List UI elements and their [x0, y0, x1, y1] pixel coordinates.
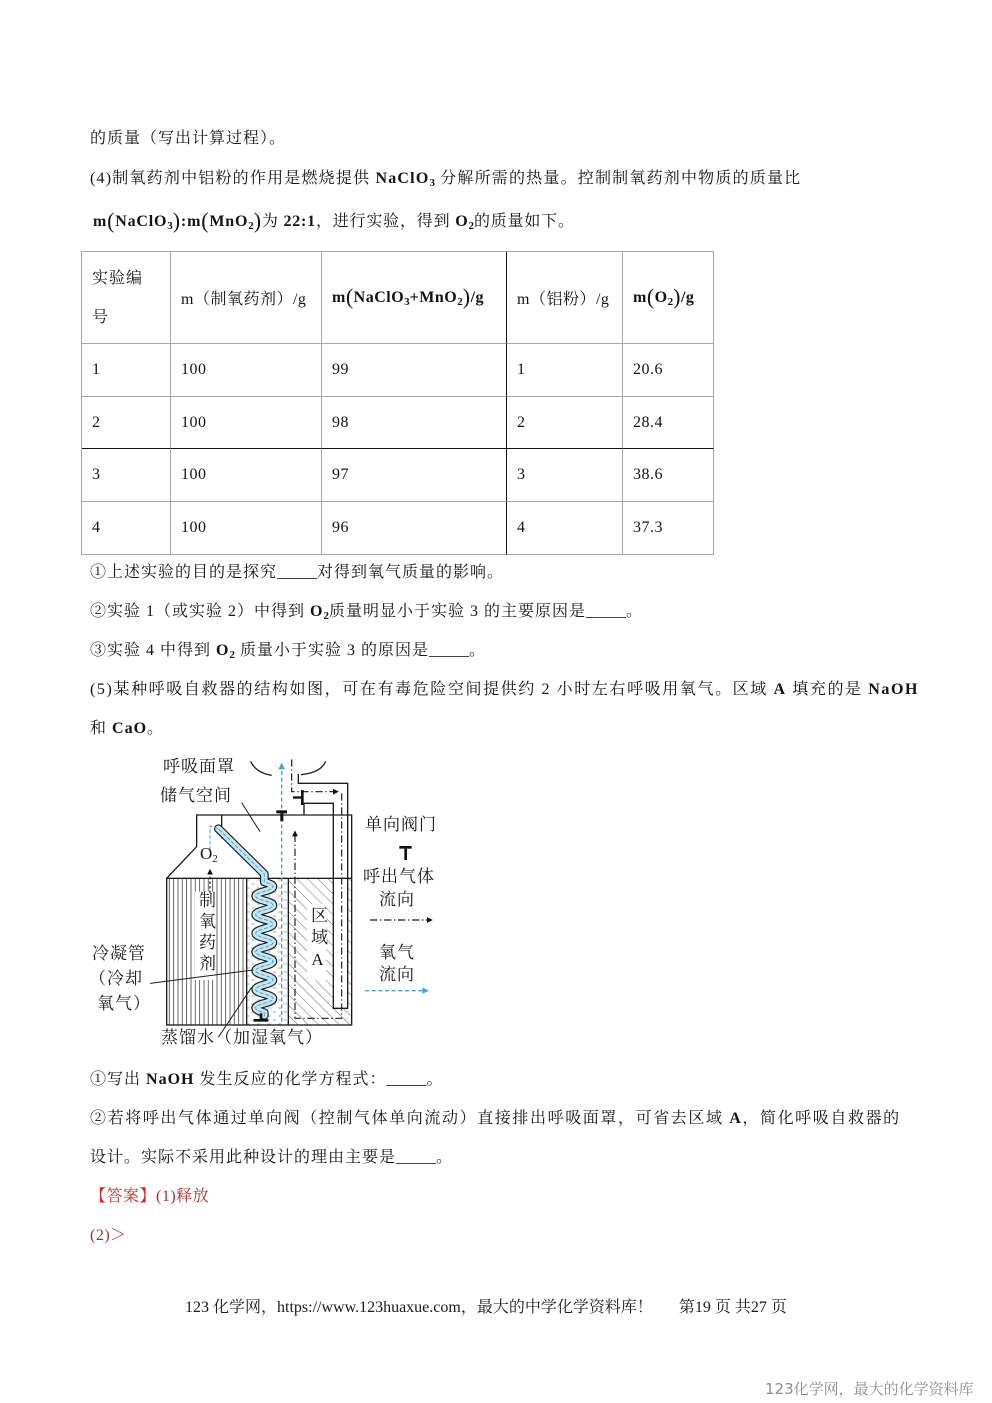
formula-naclo3: [375, 170, 435, 187]
cell-aluminum-mass: 4: [507, 502, 623, 555]
cell-experiment-number: 3: [82, 449, 171, 502]
question-4-line: [90, 169, 801, 189]
cell-agent-mass: 100: [171, 502, 322, 555]
circled-marker: ③: [90, 642, 108, 659]
watermark: 123化学网，最大的化学资料库: [765, 1380, 974, 1398]
text-segment: 。: [626, 603, 644, 620]
legend-valve-label: 单向阀门: [365, 815, 437, 834]
formula-base: NaClO: [375, 170, 430, 187]
experiment-table: [81, 251, 714, 555]
formula-subscript: 2: [248, 220, 254, 232]
text-segment: 设计。实际不采用此种设计的理由主要是: [90, 1149, 397, 1166]
header-o2-mass: [623, 252, 714, 344]
text-segment: ，进行实验，得到: [315, 213, 456, 230]
text-segment: 实验 4 中得到: [107, 642, 217, 659]
o2-label: [200, 844, 218, 864]
formula-subscript: 3: [167, 220, 173, 232]
formula-base: O: [200, 844, 213, 863]
cell-agent-mass: 100: [171, 344, 322, 397]
legend-exhaled-label-line-1: 呼出气体: [363, 867, 435, 886]
formula-o2: [216, 642, 235, 659]
condenser-label-line-2: （冷却: [89, 969, 143, 988]
region-a-label: 区域A: [308, 906, 327, 974]
distilled-water-label: 蒸馏水（加湿氧气）: [161, 1028, 323, 1047]
mass-ratio-formula: [93, 208, 262, 233]
right-paren: ): [253, 208, 262, 233]
legend-oxygen-label-line-1: 氧气: [379, 943, 415, 962]
plus-sign: +: [409, 288, 420, 306]
question-number: (5): [90, 681, 114, 698]
text-segment: 。: [436, 1149, 454, 1166]
answer-blank: _____: [396, 1149, 437, 1166]
region-letter: A: [773, 681, 787, 698]
text-segment: 某种呼吸自救器的结构如图，可在有毒危险空间提供约 2 小时左右呼吸用氧气。区域: [113, 681, 774, 698]
intro-line: [90, 129, 286, 149]
header-aluminum-mass: [507, 252, 623, 344]
cell-agent-mass: 100: [171, 397, 322, 449]
cell-aluminum-mass: 3: [507, 449, 623, 502]
answer-part-2: (2)＞: [90, 1227, 127, 1244]
header-formula: [332, 283, 485, 309]
text-segment: 填充的是: [786, 681, 869, 698]
cell-aluminum-mass: 2: [507, 397, 623, 449]
text-segment: 发生反应的化学方程式：: [194, 1071, 387, 1088]
answer-blank: _____: [429, 642, 469, 659]
formula-subscript: 2: [457, 295, 463, 308]
cell-o2-mass: 37.3: [623, 502, 714, 555]
formula-subscript: 3: [404, 295, 410, 308]
formula-cao: CaO: [112, 720, 148, 737]
q5-sub-question-2: [90, 1109, 901, 1129]
text-segment: ，简化呼吸自救器的: [742, 1110, 901, 1127]
table-row: [82, 502, 714, 555]
text-segment: 。: [469, 642, 487, 659]
cell-aluminum-mass: 1: [507, 344, 623, 397]
header-label: 实验编号: [92, 269, 144, 326]
legend-oxygen-label-line-2: 流向: [379, 965, 415, 984]
condenser-label-line-3: 氧气）: [97, 994, 151, 1013]
page-footer: [185, 1298, 787, 1318]
sub-question-3: [90, 641, 486, 661]
formula-o2: [310, 603, 329, 620]
text-segment: 对得到氧气质量的影响。: [317, 564, 505, 581]
table-row: [82, 397, 714, 449]
self-rescuer-diagram: [85, 750, 455, 1060]
cell-mixture-mass: 97: [322, 449, 507, 502]
text-segment: 实验 1（或实验 2）中得到: [107, 603, 311, 620]
answer-blank: _____: [277, 564, 318, 581]
header-experiment-number: [82, 252, 171, 344]
formula-base: NaClO: [115, 213, 168, 230]
circled-marker: ①: [90, 1071, 108, 1088]
text-segment: 。: [147, 720, 165, 737]
header-mixture-mass: [322, 252, 507, 344]
question-5-line: [90, 680, 919, 700]
legend-valve-icon: [399, 846, 411, 860]
question-number: (4): [90, 170, 113, 187]
mass-symbol: m: [332, 288, 346, 306]
answer-blank: _____: [586, 603, 626, 620]
question-4-ratio-line: [93, 209, 575, 235]
storage-space-label: 储气空间: [160, 786, 232, 805]
ratio-colon: :: [180, 213, 188, 230]
header-agent-mass: [171, 252, 322, 344]
answer-label: 【答案】: [90, 1188, 157, 1205]
right-paren: ): [673, 283, 681, 309]
text-segment: 制氧药剂中铝粉的作用是燃烧提供: [112, 170, 376, 187]
text-segment: 分解所需的热量。控制制氧药剂中物质的质量比: [434, 170, 802, 187]
left-paren: (: [646, 283, 655, 309]
oxygen-agent-label: 制氧药剂: [196, 891, 215, 975]
unit: /g: [680, 288, 695, 306]
cell-o2-mass: 20.6: [623, 344, 714, 397]
condenser-label-line-1: 冷凝管: [92, 944, 146, 963]
cell-mixture-mass: 99: [322, 344, 507, 397]
answer-part-1: (1)释放: [156, 1188, 210, 1205]
question-5-line-2: [90, 719, 164, 739]
formula-base: O: [455, 213, 469, 230]
cell-o2-mass: 28.4: [623, 397, 714, 449]
header-label: m（铝粉）/g: [517, 291, 610, 308]
formula-base: MnO: [209, 213, 249, 230]
formula-naoh: NaOH: [868, 681, 920, 698]
text-segment: 为: [261, 213, 284, 230]
answer-blank: _____: [386, 1071, 427, 1088]
cell-mixture-mass: 96: [322, 502, 507, 555]
formula-subscript: 2: [212, 853, 218, 865]
unit: /g: [470, 288, 485, 306]
intro-text: 的质量（写出计算过程）。: [90, 130, 287, 147]
formula-base: O: [310, 603, 324, 620]
left-paren: (: [201, 208, 210, 233]
text-segment: 的质量如下。: [473, 213, 575, 230]
formula-base: O: [216, 642, 230, 659]
table-row: [82, 449, 714, 502]
header-formula: [633, 283, 695, 309]
legend-exhaled-label-line-2: 流向: [379, 890, 415, 909]
q5-sub-question-1: [90, 1070, 444, 1090]
right-paren: ): [172, 208, 181, 233]
region-letter: A: [729, 1110, 743, 1127]
answer-line-1: [90, 1187, 209, 1207]
right-paren: ): [462, 283, 471, 309]
text-segment: 质量明显小于实验 3 的主要原因是: [328, 603, 586, 620]
text-segment: 若将呼出气体通过单向阀（控制气体单向流动）直接排出呼吸面罩，可省去区域: [107, 1110, 730, 1127]
formula-subscript: 2: [323, 610, 329, 622]
answer-line-2: [90, 1226, 127, 1246]
cell-o2-mass: 38.6: [623, 449, 714, 502]
cell-experiment-number: 2: [82, 397, 171, 449]
header-label: m（制氧药剂）/g: [181, 291, 307, 308]
sub-question-2: [90, 602, 643, 622]
cell-mixture-mass: 98: [322, 397, 507, 449]
cell-agent-mass: 100: [171, 449, 322, 502]
ratio-value: 22:1: [283, 213, 316, 230]
formula-base: NaClO: [353, 288, 405, 306]
formula-naoh: NaOH: [146, 1071, 195, 1088]
mass-symbol: m: [93, 213, 108, 230]
formula-subscript: 2: [468, 220, 474, 232]
sub-question-1: [90, 563, 504, 583]
text-segment: 上述实验的目的是探究: [107, 564, 278, 581]
text-segment: 写出: [107, 1071, 147, 1088]
formula-subscript: 2: [229, 649, 235, 661]
q5-sub-question-2-line-2: [90, 1148, 453, 1168]
mass-symbol: m: [633, 288, 647, 306]
mask-label: 呼吸面罩: [163, 757, 235, 776]
circled-marker: ②: [90, 603, 108, 620]
circled-marker: ①: [90, 564, 108, 581]
footer-site-text: 123 化学网，https://www.123huaxue.com，最大的中学化学资料库！: [185, 1299, 653, 1316]
cell-experiment-number: 1: [82, 344, 171, 397]
formula-base: MnO: [419, 288, 458, 306]
mass-symbol: m: [187, 213, 202, 230]
left-paren: (: [345, 283, 354, 309]
formula-base: O: [654, 288, 668, 306]
table-header-row: [82, 252, 714, 344]
one-way-valve-icon: [276, 810, 287, 821]
text-segment: 和: [90, 720, 113, 737]
text-segment: 。: [426, 1071, 444, 1088]
formula-subscript: 3: [429, 177, 435, 189]
left-paren: (: [107, 208, 116, 233]
text-segment: 质量小于实验 3 的原因是: [234, 642, 429, 659]
circled-marker: ②: [90, 1110, 108, 1127]
formula-o2: [455, 213, 474, 230]
formula-subscript: 2: [667, 295, 674, 308]
table-row: [82, 344, 714, 397]
page-number: 第19 页 共27 页: [678, 1299, 787, 1316]
cell-experiment-number: 4: [82, 502, 171, 555]
exhaust-pipe-interior: [333, 878, 347, 1008]
